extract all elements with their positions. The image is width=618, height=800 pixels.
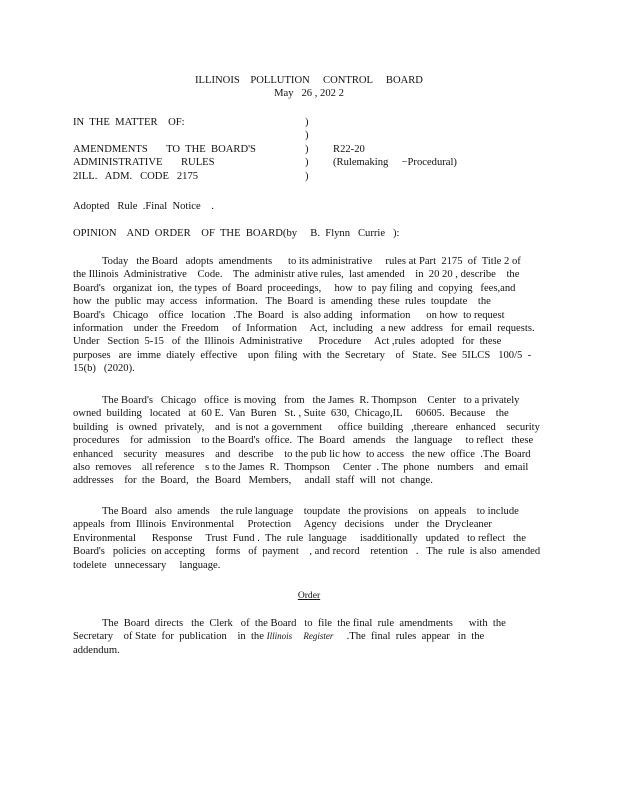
paragraph-line: appeals from Illinois Environmental Protection Agency decisions under the Drycleaner (73, 519, 492, 531)
caption-row (73, 129, 553, 142)
caption-paren: ) (305, 170, 309, 182)
caption-paren: ) (305, 117, 309, 128)
paragraph-line: also removes all reference s to the James R. Thompson Center . The phone numbers and email (73, 462, 529, 474)
opinion-heading: OPINION AND ORDER OF THE BOARD(by B. Flynn Currie ): (73, 228, 400, 239)
case-caption (73, 116, 553, 183)
paragraph-1 (73, 255, 533, 376)
paragraph-line: building is owned privately, and is not a government office building ,thereare enhanced security (73, 421, 540, 433)
order-heading-text: Order (297, 590, 321, 601)
document-header (0, 74, 618, 101)
paragraph-line (73, 630, 533, 643)
paragraph-line: addendum. (73, 644, 120, 656)
paragraph-text: Secretary of State for publication in the (73, 631, 267, 643)
paragraph-line: enhanced security measures and describe to the pub lic how to access the new office .The Board (73, 448, 531, 460)
rulemaking-type: (Rulemaking −Procedural) (333, 157, 457, 169)
paragraph-line: todelete unnecessary language. (73, 559, 221, 571)
paragraph-line: Board's organizat ion, the types of Board proceedings, how to pay filing and copying fees,and (73, 282, 516, 294)
paragraph-line: 15(b) (2020). (73, 363, 135, 375)
paragraph-line: the Illinois Administrative Code. The administr ative rules, last amended in 20 20 , describe the (73, 269, 520, 281)
document-date: May 26 , 202 2 (274, 88, 344, 100)
paragraph-line: The Board directs the Clerk of the Board to file the final rule amendments with the (73, 618, 506, 629)
board-name: ILLINOIS POLLUTION CONTROL BOARD (195, 75, 423, 86)
paragraph-line: information under the Freedom of Information Act, including a new address for email requests. (73, 323, 535, 335)
docket-number: R22-20 (333, 143, 365, 155)
caption-left: ADMINISTRATIVE RULES (73, 157, 215, 169)
paragraph-line: Today the Board adopts amendments to its administrative rules at Part 2175 of Title 2 of (73, 256, 521, 267)
caption-left: AMENDMENTS TO THE BOARD'S (73, 143, 256, 155)
paragraph-line: The Board's Chicago office is moving from the James R. Thompson Center to a privately (73, 395, 520, 406)
caption-paren: ) (305, 143, 309, 155)
caption-paren: ) (305, 130, 309, 142)
paragraph-line: owned building located at 60 E. Van Buren St. , Suite 630, Chicago,IL 60605. Because the (73, 408, 509, 420)
caption-left (73, 129, 305, 142)
paragraph-2 (73, 394, 540, 488)
paragraph-4 (73, 617, 533, 657)
caption-row (73, 116, 553, 129)
paragraph-line: The Board also amends the rule language toupdate the provisions on appeals to include (73, 506, 519, 517)
caption-left: 2ILL. ADM. CODE 2175 (73, 170, 199, 182)
illinois-register-italic: Illinois Register (266, 631, 334, 642)
paragraph-line: Environmental Response Trust Fund . The rule language isadditionally updated to reflect the (73, 532, 526, 544)
order-heading (0, 589, 618, 602)
paragraph-3 (73, 505, 541, 572)
paragraph-line: Under Section 5-15 of the Illinois Administrative Procedure Act ,rules adopted for these (73, 336, 502, 348)
paragraph-line: addresses for the Board, the Board Members, andall staff will not change. (73, 475, 433, 487)
paragraph-text: .The final rules appear in the (333, 631, 485, 643)
caption-left: IN THE MATTER OF: (73, 117, 185, 128)
caption-paren: ) (305, 157, 309, 169)
paragraph-line: purposes are imme diately effective upon filing with the Secretary of State. See 5ILCS 100/5 - (73, 349, 532, 361)
paragraph-line: Board's Chicago office location .The Board is also adding information on how to request (73, 309, 505, 321)
paragraph-line: Board's policies on accepting forms of payment , and record retention . The rule is also amended (73, 546, 541, 558)
caption-row (73, 143, 553, 156)
caption-row (73, 170, 553, 183)
adopted-rule-line: Adopted Rule .Final Notice . (73, 201, 214, 212)
paragraph-line: how the public may access information. The Board is amending these rules toupdate the (73, 296, 491, 308)
caption-row (73, 156, 553, 169)
paragraph-line: procedures for admission to the Board's office. The Board amends the language to reflect these (73, 435, 534, 447)
